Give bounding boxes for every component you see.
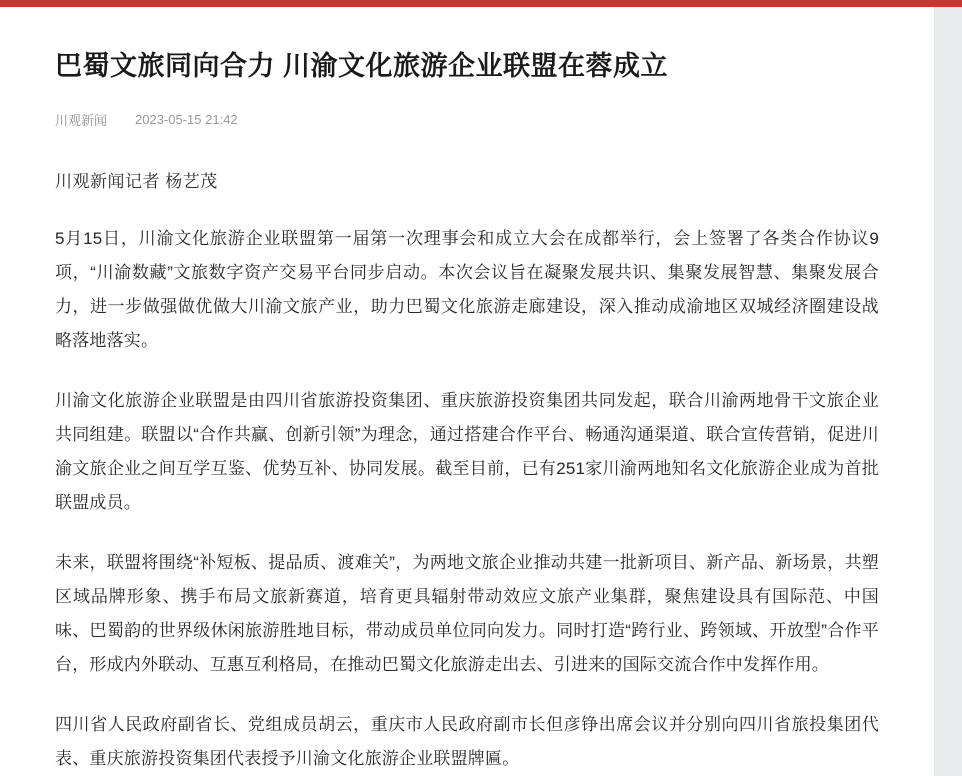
article-paragraph: 四川省人民政府副省长、党组成员胡云，重庆市人民政府副市长但彦铮出席会议并分别向四川省旅投集团代表、重庆旅游投资集团代表授予川渝文化旅游企业联盟牌匾。 [55, 715, 879, 769]
article-paragraph: 未来，联盟将围绕“补短板、提品质、渡难关”，为两地文旅企业推动共建一批新项目、新产品、新场景，共塑区域品牌形象、携手布局文旅新赛道，培育更具辐射带动效应文旅产业集群，聚焦建设具有国际范、中国味、巴蜀韵的世界级休闲旅游胜地目标，带动成员单位同向发力。同时打造“跨行业、跨领域、开放型”合作平台，形成内外联动、互惠互利格局，在推动巴蜀文化旅游走出去、引进来的国际交流合作中发挥作用。 [55, 553, 879, 675]
article-timestamp: 2023-05-15 21:42 [135, 112, 238, 128]
article-content [0, 7, 934, 776]
article-card [0, 7, 934, 776]
article-paragraph: 5月15日，川渝文化旅游企业联盟第一届第一次理事会和成立大会在成都举行，会上签署了各类合作协议9项，“川渝数藏”文旅数字资产交易平台同步启动。本次会议旨在凝聚发展共识、集聚发展智慧、集聚发展合力，进一步做强做优做大川渝文旅产业，助力巴蜀文化旅游走廊建设，深入推动成渝地区双城经济圈建设战略落地落实。 [55, 229, 879, 351]
page-title: 巴蜀文旅同向合力 川渝文化旅游企业联盟在蓉成立 [55, 51, 669, 81]
article-meta [55, 110, 879, 129]
article-paragraph: 川渝文化旅游企业联盟是由四川省旅游投资集团、重庆旅游投资集团共同发起，联合川渝两地骨干文旅企业共同组建。联盟以“合作共赢、创新引领”为理念，通过搭建合作平台、畅通沟通渠道、联合宣传营销，促进川渝文旅企业之间互学互鉴、优势互补、协同发展。截至目前，已有251家川渝两地知名文化旅游企业成为首批联盟成员。 [55, 391, 879, 513]
article-byline: 川观新闻记者 杨艺茂 [55, 172, 218, 192]
brand-accent-bar [0, 0, 962, 7]
article-source: 川观新闻 [55, 113, 108, 129]
article-body [55, 222, 879, 776]
page-gutter [934, 7, 962, 741]
